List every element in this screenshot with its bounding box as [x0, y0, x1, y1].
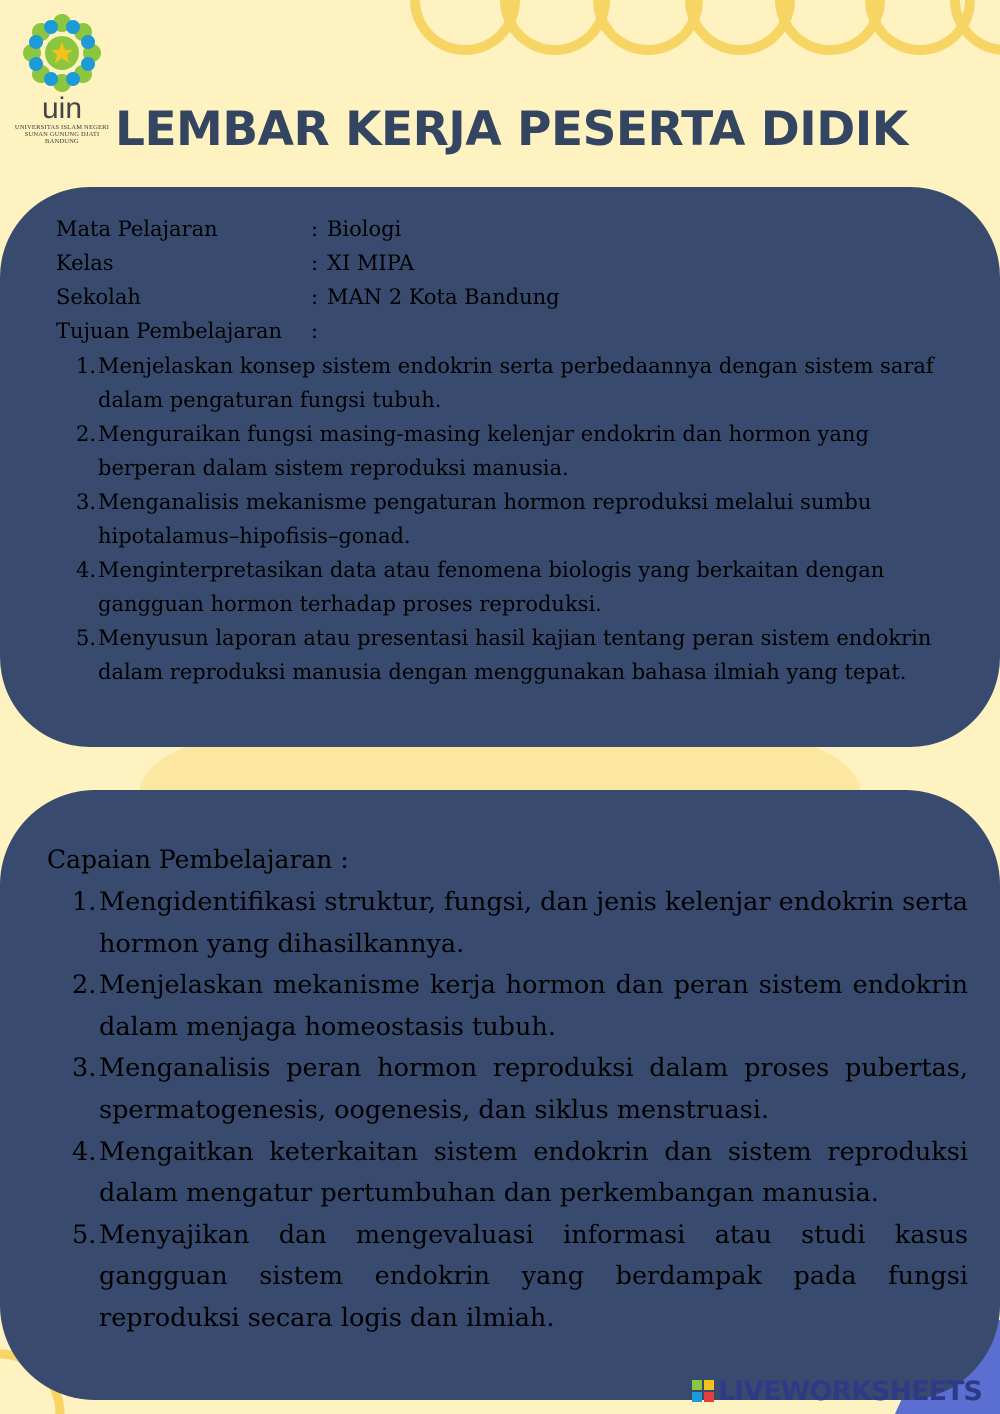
info-label: Kelas	[56, 251, 114, 275]
list-item: 3. Menganalisis mekanisme pengaturan hormon reproduksi melalui sumbu hipotalamus–hipofisis–gonad.	[76, 490, 872, 548]
info-label: Mata Pelajaran	[56, 217, 218, 241]
list-item: 5. Menyusun laporan atau presentasi hasil kajian tentang peran sistem endokrin dalam reproduksi manusia dengan menggunakan bahasa ilmiah yang tepat.	[76, 626, 932, 684]
info-row-subject: Mata Pelajaran : Biologi	[56, 212, 401, 246]
list-item: 4. Mengaitkan keterkaitan sistem endokrin dan sistem reproduksi dalam mengatur pertumbuhan dan perkembangan manusia.	[72, 1136, 968, 1209]
logo-institution-line-2: SUNAN GUNUNG DJATI	[24, 131, 100, 138]
list-item: 4. Menginterpretasikan data atau fenomena biologis yang berkaitan dengan gangguan hormon terhadap proses reproduksi.	[76, 558, 885, 616]
logo-institution-line-3: BANDUNG	[45, 138, 79, 145]
info-label: Tujuan Pembelajaran	[56, 319, 283, 343]
list-item: 3. Menganalisis peran hormon reproduksi dalam proses pubertas, spermatogenesis, oogenesis, dan siklus menstruasi.	[72, 1053, 968, 1125]
logo-emblem-icon	[17, 12, 107, 94]
list-item: 2. Menguraikan fungsi masing-masing kelenjar endokrin dan hormon yang berperan dalam sistem reproduksi manusia.	[76, 422, 869, 480]
liveworksheets-watermark[interactable]	[692, 1376, 982, 1407]
list-item: 1. Mengidentifikasi struktur, fungsi, dan jenis kelenjar endokrin serta hormon yang dihasilkannya.	[72, 887, 968, 959]
list-item: 2. Menjelaskan mekanisme kerja hormon dan peran sistem endokrin dalam menjaga homeostasis tubuh.	[72, 970, 968, 1042]
learning-objectives-list	[76, 349, 946, 689]
list-item: 5. Menyajikan dan mengevaluasi informasi atau studi kasus gangguan sistem endokrin yang berdampak pada fungsi reproduksi secara logis dan ilmiah.	[72, 1219, 968, 1333]
watermark-text: LIVEWORKSHEETS	[718, 1376, 982, 1407]
university-logo	[12, 12, 112, 152]
page-title: LEMBAR KERJA PESERTA DIDIK	[115, 102, 908, 157]
outcomes-heading: Capaian Pembelajaran :	[47, 845, 349, 874]
logo-institution-line-1: UNIVERSITAS ISLAM NEGERI	[14, 124, 110, 131]
info-row-objectives: Tujuan Pembelajaran :	[56, 314, 327, 348]
list-item: 1. Menjelaskan konsep sistem endokrin serta perbedaannya dengan sistem saraf dalam pengaturan fungsi tubuh.	[76, 354, 934, 412]
liveworksheets-logo-icon	[692, 1380, 714, 1402]
info-value: Biologi	[327, 217, 402, 241]
learning-outcomes-list	[72, 882, 968, 1340]
info-row-class: Kelas : XI MIPA	[56, 246, 414, 280]
logo-acronym: uin	[41, 92, 83, 125]
info-value: XI MIPA	[327, 251, 415, 275]
info-row-school: Sekolah : MAN 2 Kota Bandung	[56, 280, 560, 314]
info-value: MAN 2 Kota Bandung	[327, 285, 560, 309]
info-label: Sekolah	[56, 285, 141, 309]
